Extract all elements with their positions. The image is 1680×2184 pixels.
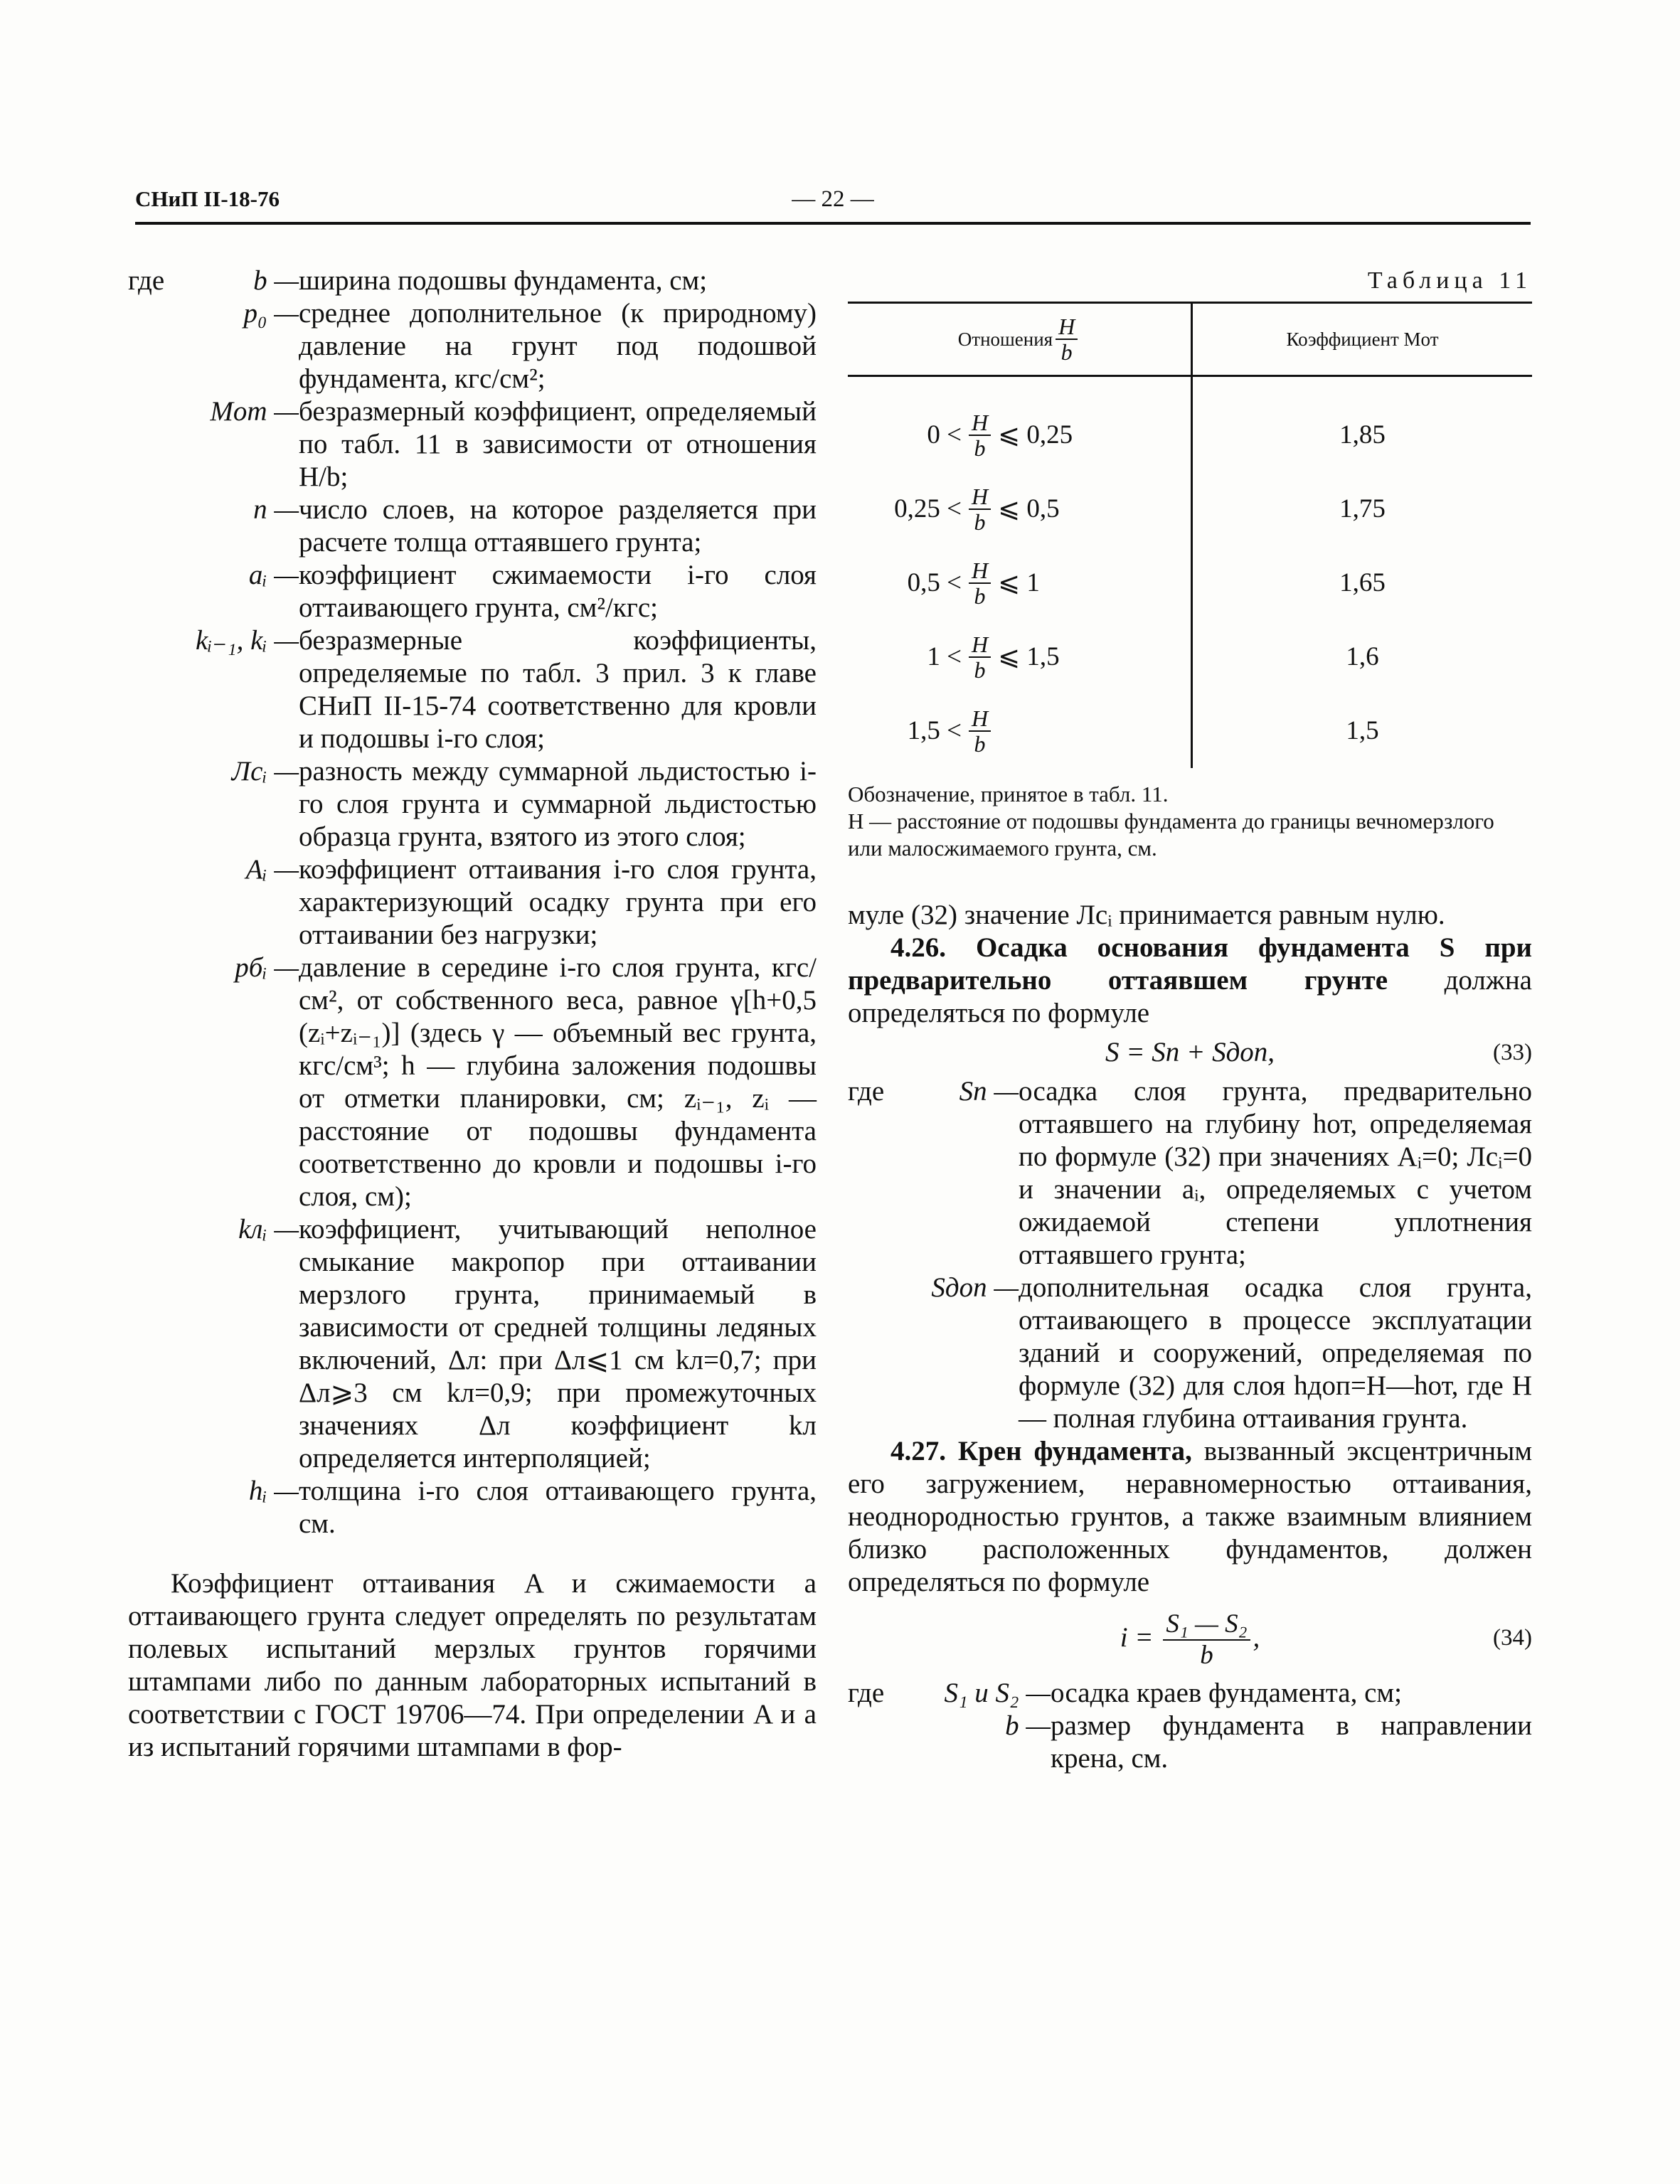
row-upper-bound: ⩽ 0,5	[998, 494, 1060, 523]
coefficient-cell: 1,85	[1339, 420, 1386, 449]
fraction-numerator: S₁ — S₂	[1163, 1609, 1250, 1641]
fraction-denominator: b	[974, 583, 986, 609]
var-symbol: Mот —	[210, 396, 299, 427]
var-symbol: Лсᵢ —	[231, 756, 299, 787]
coefficient-cell: 1,5	[1346, 716, 1379, 745]
fraction-numerator: H	[969, 410, 991, 436]
formula-34: i = $\frac{\text{S₁ — S₂}}{b}$ , (34)	[848, 1599, 1532, 1677]
var-symbol: Sп —	[959, 1076, 1019, 1107]
var-description: давление в середине i-го слоя грунта, кгс/см², от собственного веса, равное γ[h+0,5 (zᵢ+zᵢ₋₁)] (здесь γ — объемный вес грунта, кгс/см³; h — глубина заложения подошвы от отметки планировки, см; zᵢ₋₁, zᵢ — расстояние от подошвы фундамента соответственно до кровли и подошвы i-го слоя, см);	[299, 952, 817, 1212]
section-4-27-title: 4.27. Крен фундамента,	[890, 1436, 1192, 1466]
var-symbol: n —	[253, 494, 299, 525]
formula-33	[848, 1030, 1532, 1075]
fraction-denominator: b	[974, 435, 986, 461]
variable-list-4-27	[848, 1677, 1532, 1775]
var-row	[848, 1677, 1532, 1710]
var-symbol: pбᵢ —	[235, 952, 299, 983]
equation-number-33: (33)	[1493, 1040, 1532, 1065]
var-description: размер фундамента в направлении крена, см.	[1051, 1710, 1532, 1774]
var-row	[128, 395, 817, 494]
formula-33-expression: S = Sп + Sдоп,	[1105, 1037, 1275, 1067]
var-row	[128, 1213, 817, 1475]
fraction-denominator: b	[974, 509, 986, 535]
var-symbol: aᵢ —	[248, 560, 299, 590]
var-description: разность между суммарной льдистостью i-го слоя грунта и суммарной льдистостью образца грунта, взятого из этого слоя;	[299, 756, 817, 852]
var-symbol: kᵢ₋₁, kᵢ —	[195, 625, 299, 656]
fraction-numerator: H	[1056, 314, 1078, 340]
var-description: толщина i-го слоя оттаивающего грунта, см.	[299, 1476, 817, 1539]
coefficient-cell: 1,65	[1339, 568, 1386, 597]
section-4-27-text: вызванный эксцентричным его загружением, неравномерностью оттаивания, неоднородностью грунтов, а также взаимным влиянием близко расположенных фундаментов, должен определяться по формуле	[848, 1436, 1533, 1597]
fraction-numerator: H	[969, 632, 991, 658]
var-row	[128, 755, 817, 853]
var-description: безразмерные коэффициенты, определяемые по табл. 3 прил. 3 к главе СНиП II-15-74 соответственно для кровли и подошвы i-го слоя;	[299, 625, 817, 754]
row-fraction	[969, 632, 991, 682]
where-label: где	[128, 265, 165, 296]
var-description: коэффициент сжимаемости i-го слоя оттаивающего грунта, см²/кгс;	[299, 560, 817, 623]
var-description: число слоев, на которое разделяется при расчете толща оттаявшего грунта;	[299, 494, 817, 558]
equation-number-34: (34)	[1493, 1625, 1532, 1651]
fraction-numerator: H	[969, 558, 991, 584]
section-4-26	[848, 932, 1532, 1030]
coefficient-cell: 1,6	[1346, 642, 1379, 671]
table-row	[848, 620, 1191, 694]
row-lower-bound: 1 <	[927, 642, 962, 671]
row-fraction	[969, 484, 991, 534]
row-lower-bound: 0 <	[927, 420, 962, 449]
header-fraction	[1056, 314, 1078, 364]
variable-list-4-26	[848, 1075, 1532, 1435]
row-upper-bound: ⩽ 0,25	[998, 420, 1073, 449]
var-description: коэффициент оттаивания i-го слоя грунта, характеризующий осадку грунта при его оттаивании без нагрузки;	[299, 854, 817, 950]
fraction-numerator: H	[969, 706, 991, 732]
var-row	[128, 624, 817, 755]
variable-list	[128, 265, 817, 1540]
row-upper-bound: ⩽ 1,5	[998, 642, 1060, 671]
var-symbol: Sдоп —	[931, 1272, 1019, 1303]
coefficient-column	[1193, 377, 1532, 768]
row-lower-bound: 0,25 <	[894, 494, 962, 523]
var-row	[848, 1710, 1532, 1775]
table-header	[848, 304, 1532, 377]
var-description: безразмерный коэффициент, определяемый по табл. 11 в зависимости от отношения H/b;	[299, 396, 817, 492]
body-paragraph: Коэффициент оттаивания A и сжимаемости a оттаивающего грунта следует определять по результатам полевых испытаний мерзлых грунтов горячими штампами либо по данным лабораторных испытаний в соответствии с ГОСТ 19706—74. При определении A и a из испытаний горячими штампами в фор-	[128, 1568, 817, 1762]
var-row	[128, 297, 817, 395]
var-description: дополнительная осадка слоя грунта, оттаивающего в процессе эксплуатации зданий и сооружений, определяемая по формуле (32) для слоя hдоп=H—hот, где H — полная глубина оттаивания грунта.	[1019, 1272, 1532, 1434]
fraction-denominator: b	[1200, 1641, 1213, 1671]
table-header-ratio	[848, 304, 1193, 375]
table-note-1: Обозначение, принятое в табл. 11.	[848, 782, 1169, 806]
section-4-26-text: должна определяться по формуле	[848, 965, 1532, 1028]
section-4-27	[848, 1435, 1532, 1599]
var-row	[128, 559, 817, 624]
formula-34-lhs: i =	[1120, 1622, 1154, 1653]
var-symbol: b —	[1005, 1710, 1051, 1741]
table-row	[848, 694, 1191, 768]
fraction-numerator: H	[969, 484, 991, 510]
formula-34-fraction	[1163, 1609, 1250, 1671]
table-note-2: H — расстояние от подошвы фундамента до границы вечномерзлого или малосжимаемого грунта, см.	[848, 809, 1494, 861]
var-row	[848, 1272, 1532, 1435]
where-label: где	[848, 1678, 885, 1708]
var-row	[128, 1475, 817, 1540]
row-upper-bound: ⩽ 1	[998, 568, 1040, 597]
row-fraction	[969, 410, 991, 460]
var-description: ширина подошвы фундамента, см;	[299, 265, 708, 296]
table-body	[848, 377, 1532, 768]
var-row	[128, 265, 817, 297]
continuation-paragraph: муле (32) значение Лсᵢ принимается равным нулю.	[848, 900, 1445, 930]
header-rule	[135, 222, 1531, 225]
header-ratio-label: Отношения	[957, 329, 1053, 350]
fraction-denominator: b	[1060, 339, 1073, 365]
var-description: коэффициент, учитывающий неполное смыкание макропор при оттаивании мерзлого грунта, принимаемый в зависимости от средней толщины ледяных включений, Δл: при Δл⩽1 см kл=0,7; при Δл⩾3 см kл=0,9; при промежуточных значениях Δл коэффициент kл определяется интерполяцией;	[299, 1214, 817, 1474]
coefficient-cell: 1,75	[1339, 494, 1386, 523]
table-row	[848, 546, 1191, 620]
where-label: где	[848, 1076, 885, 1107]
var-description: осадка слоя грунта, предварительно оттаявшего на глубину hот, определяемая по формуле (32) при значениях Aᵢ=0; Лсᵢ=0 и значении aᵢ, определяемых с учетом ожидаемой степени уплотнения оттаявшего грунта;	[1019, 1076, 1532, 1270]
var-description: осадка краев фундамента, см;	[1051, 1678, 1402, 1708]
table-header-coefficient: Коэффициент Mот	[1286, 329, 1439, 350]
var-row	[128, 853, 817, 952]
row-lower-bound: 0,5 <	[907, 568, 962, 597]
var-row	[128, 952, 817, 1213]
ratio-column	[848, 377, 1193, 768]
page-number: — 22 —	[792, 186, 874, 212]
section-4-26-title: 4.26. Осадка основания фундамента S при предварительно оттаявшем грунте	[848, 932, 1532, 996]
var-symbol: p₀ —	[243, 298, 299, 329]
var-symbol: hᵢ —	[248, 1476, 299, 1506]
left-column	[128, 265, 817, 1764]
row-fraction	[969, 706, 991, 756]
right-column	[848, 265, 1532, 1775]
table-caption: Таблица 11	[1367, 267, 1532, 294]
var-description: среднее дополнительное (к природному) давление на грунт под подошвой фундамента, кгс/см²;	[299, 298, 817, 394]
running-header	[135, 186, 1531, 218]
var-row	[128, 494, 817, 559]
fraction-denominator: b	[974, 731, 986, 757]
fraction-denominator: b	[974, 657, 986, 683]
table-11	[848, 302, 1532, 768]
var-symbol: S₁ и S₂ —	[944, 1678, 1051, 1708]
var-symbol: Aᵢ —	[245, 854, 299, 885]
doc-code: СНиП II-18-76	[135, 186, 280, 211]
var-symbol: kлᵢ —	[238, 1214, 299, 1245]
table-row	[848, 472, 1191, 546]
row-lower-bound: 1,5 <	[907, 716, 962, 745]
var-row	[848, 1075, 1532, 1272]
table-row	[848, 398, 1191, 472]
row-fraction	[969, 558, 991, 608]
var-symbol: b —	[253, 265, 299, 296]
